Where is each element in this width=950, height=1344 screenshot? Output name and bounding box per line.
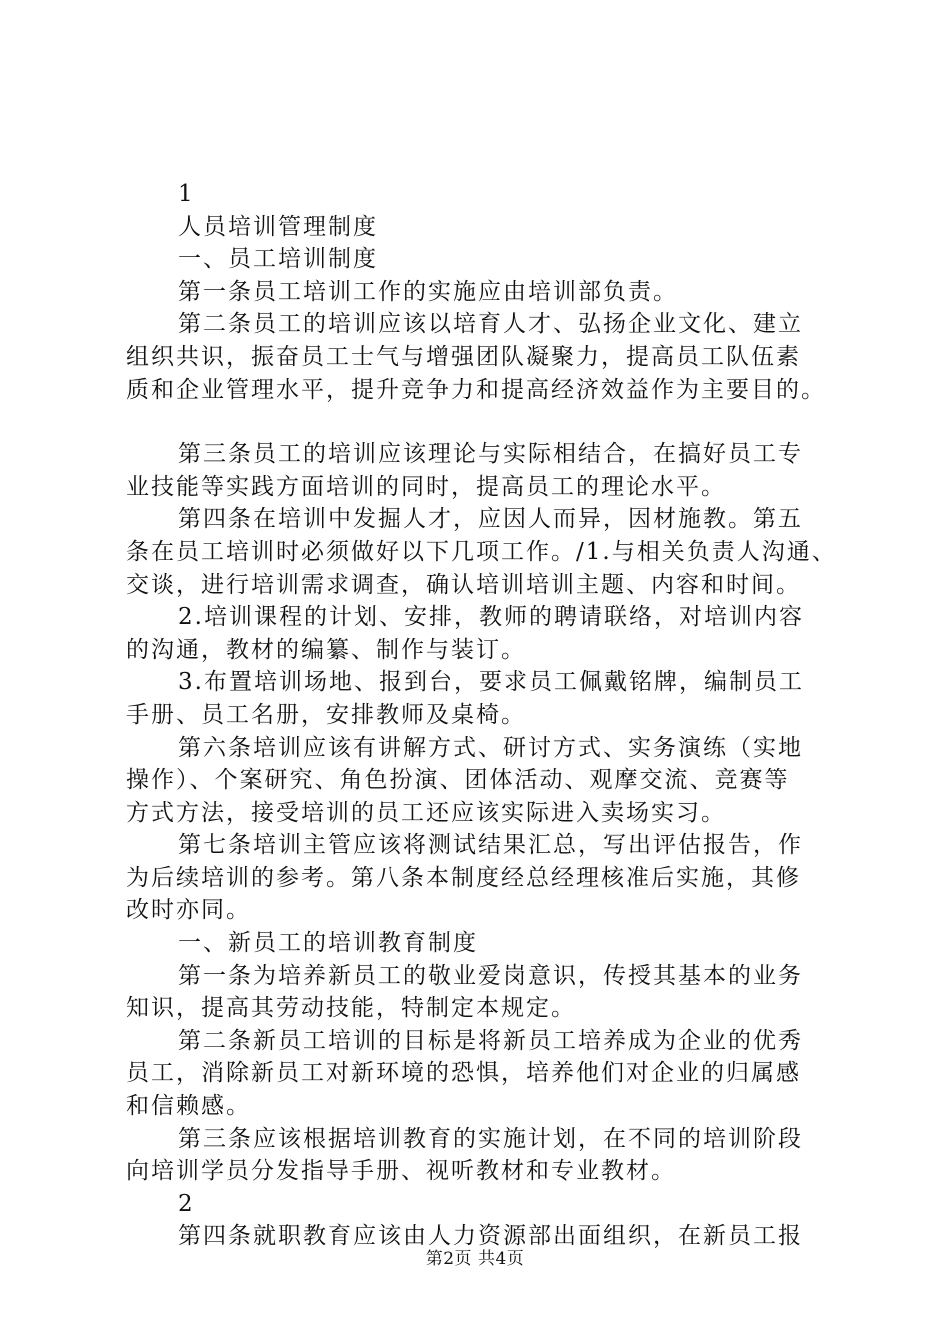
paragraph-line: 方式方法，接受培训的员工还应该实际进入卖场实习。 <box>126 799 726 826</box>
paragraph-line: 第六条培训应该有讲解方式、研讨方式、实务演练（实地 <box>178 734 803 761</box>
paragraph-line: 员工，消除新员工对新环境的恐惧，培养他们对企业的归属感 <box>126 1060 801 1087</box>
paragraph-line: 第七条培训主管应该将测试结果汇总，写出评估报告，作 <box>178 832 803 859</box>
paragraph-line: 第四条就职教育应该由人力资源部出面组织，在新员工报 <box>178 1223 803 1250</box>
page-footer: 第2页 共4页 <box>425 1249 525 1269</box>
paragraph-line: 操作）、个案研究、角色扮演、团体活动、观摩交流、竞赛等 <box>126 767 790 794</box>
paragraph-line: 2.培训课程的计划、安排，教师的聘请联络，对培训内容 <box>178 604 804 631</box>
paragraph-line: 第四条在培训中发掘人才，应因人而异，因材施教。第五 <box>178 506 803 533</box>
paragraph-line: 第二条员工的培训应该以培育人才、弘扬企业文化、建立 <box>178 311 803 338</box>
document-title: 人员培训管理制度 <box>178 213 378 240</box>
paragraph-line: 业技能等实践方面培训的同时，提高员工的理论水平。 <box>126 473 726 500</box>
paragraph-line: 知识，提高其劳动技能，特制定本规定。 <box>126 995 576 1022</box>
paragraph-line: 手册、员工名册，安排教师及桌椅。 <box>126 701 526 728</box>
paragraph-line: 向培训学员分发指导手册、视听教材和专业教材。 <box>126 1158 676 1185</box>
section-heading: 一、员工培训制度 <box>178 246 378 273</box>
paragraph-line: 3.布置培训场地、报到台，要求员工佩戴铭牌，编制员工 <box>178 669 804 696</box>
paragraph-line: 质和企业管理水平，提升竞争力和提高经济效益作为主要目的。 <box>126 376 826 403</box>
paragraph-line: 和信赖感。 <box>126 1093 251 1120</box>
paragraph-line: 改时亦同。 <box>126 897 251 924</box>
paragraph-line: 为后续培训的参考。第八条本制度经总经理核准后实施，其修 <box>126 864 801 891</box>
section-heading: 一、新员工的培训教育制度 <box>178 930 478 957</box>
paragraph-line: 的沟通，教材的编纂、制作与装订。 <box>126 636 526 663</box>
paragraph-line: 第二条新员工培训的目标是将新员工培养成为企业的优秀 <box>178 1027 803 1054</box>
paragraph-line: 交谈，进行培训需求调查，确认培训培训主题、内容和时间。 <box>126 571 801 598</box>
paragraph-line: 条在员工培训时必须做好以下几项工作。/1.与相关负责人沟通、 <box>126 538 837 565</box>
document-body <box>126 178 837 1253</box>
paragraph-line: 第一条员工培训工作的实施应由培训部负责。 <box>178 278 678 305</box>
page-marker-1: 1 <box>178 181 195 207</box>
paragraph-line: 第一条为培养新员工的敬业爱岗意识，传授其基本的业务 <box>178 962 803 989</box>
paragraph-gap <box>126 406 834 438</box>
page-marker-2: 2 <box>178 1190 195 1217</box>
paragraph-line: 组织共识，振奋员工士气与增强团队凝聚力，提高员工队伍素 <box>126 343 801 370</box>
paragraph-line: 第三条应该根据培训教育的实施计划，在不同的培训阶段 <box>178 1125 803 1152</box>
paragraph-line: 第三条员工的培训应该理论与实际相结合，在搞好员工专 <box>178 441 803 468</box>
